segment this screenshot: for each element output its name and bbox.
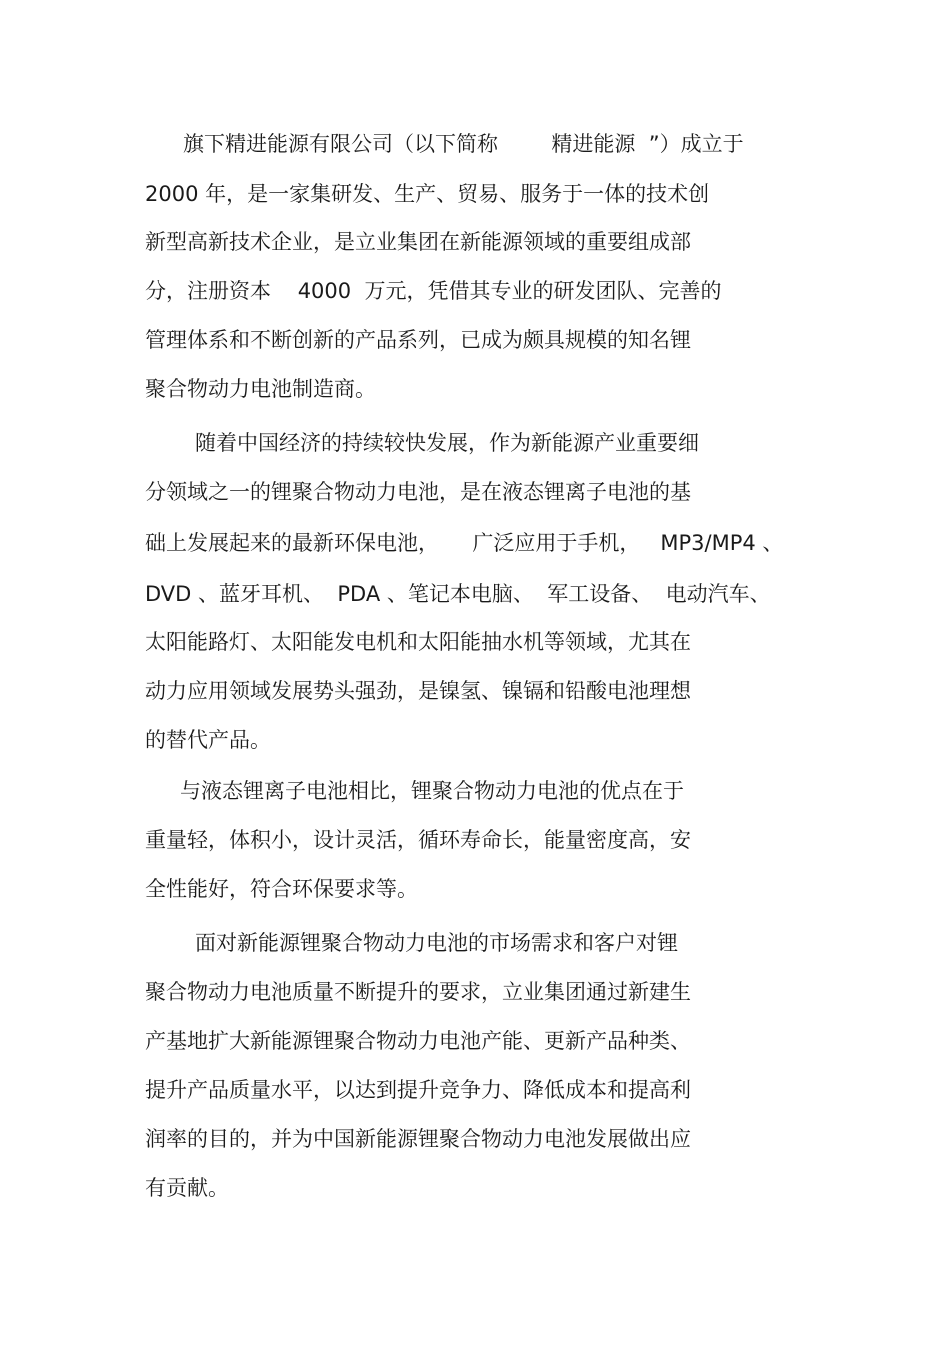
paragraph-4-line-1: 面对新能源锂聚合物动力电池的市场需求和客户对锂 <box>195 931 678 955</box>
paragraph-1-line-3: 新型高新技术企业，是立业集团在新能源领域的重要组成部 <box>145 230 691 254</box>
paragraph-2-line-5: 太阳能路灯、太阳能发电机和太阳能抽水机等领域，尤其在 <box>145 630 691 654</box>
paragraph-1-line-2: 2000 年，是一家集研发、生产、贸易、服务于一体的技术创 <box>145 182 710 206</box>
paragraph-4-line-5: 润率的目的，并为中国新能源锂聚合物动力电池发展做出应 <box>145 1127 691 1151</box>
paragraph-2-line-2: 分领域之一的锂聚合物动力电池，是在液态锂离子电池的基 <box>145 480 691 504</box>
paragraph-3-line-3: 全性能好，符合环保要求等。 <box>145 877 418 901</box>
paragraph-1-line-5: 管理体系和不断创新的产品系列，已成为颇具规模的知名锂 <box>145 328 691 352</box>
paragraph-4-line-6: 有贡献。 <box>145 1176 229 1200</box>
paragraph-3-line-1: 与液态锂离子电池相比，锂聚合物动力电池的优点在于 <box>180 779 684 803</box>
paragraph-3-line-2: 重量轻，体积小，设计灵活，循环寿命长，能量密度高，安 <box>145 828 691 852</box>
paragraph-2-line-3: 础上发展起来的最新环保电池， 广泛应用于手机， MP3/MP4 、 <box>145 531 784 555</box>
paragraph-4-line-4: 提升产品质量水平，以达到提升竞争力、降低成本和提高利 <box>145 1078 691 1102</box>
paragraph-1-line-1: 旗下精进能源有限公司（以下简称 精进能源 ”）成立于 <box>183 132 744 156</box>
paragraph-1-line-6: 聚合物动力电池制造商。 <box>145 377 376 401</box>
paragraph-4-line-3: 产基地扩大新能源锂聚合物动力电池产能、更新产品种类、 <box>145 1029 691 1053</box>
paragraph-2-line-7: 的替代产品。 <box>145 728 271 752</box>
paragraph-1-line-4: 分，注册资本 4000 万元，凭借其专业的研发团队、完善的 <box>145 279 722 303</box>
paragraph-2-line-6: 动力应用领域发展势头强劲，是镍氢、镍镉和铅酸电池理想 <box>145 679 691 703</box>
paragraph-4-line-2: 聚合物动力电池质量不断提升的要求，立业集团通过新建生 <box>145 980 691 1004</box>
paragraph-2-line-4: DVD 、蓝牙耳机、 PDA 、笔记本电脑、 军工设备、 电动汽车、 <box>145 582 771 606</box>
paragraph-2-line-1: 随着中国经济的持续较快发展，作为新能源产业重要细 <box>195 431 699 455</box>
